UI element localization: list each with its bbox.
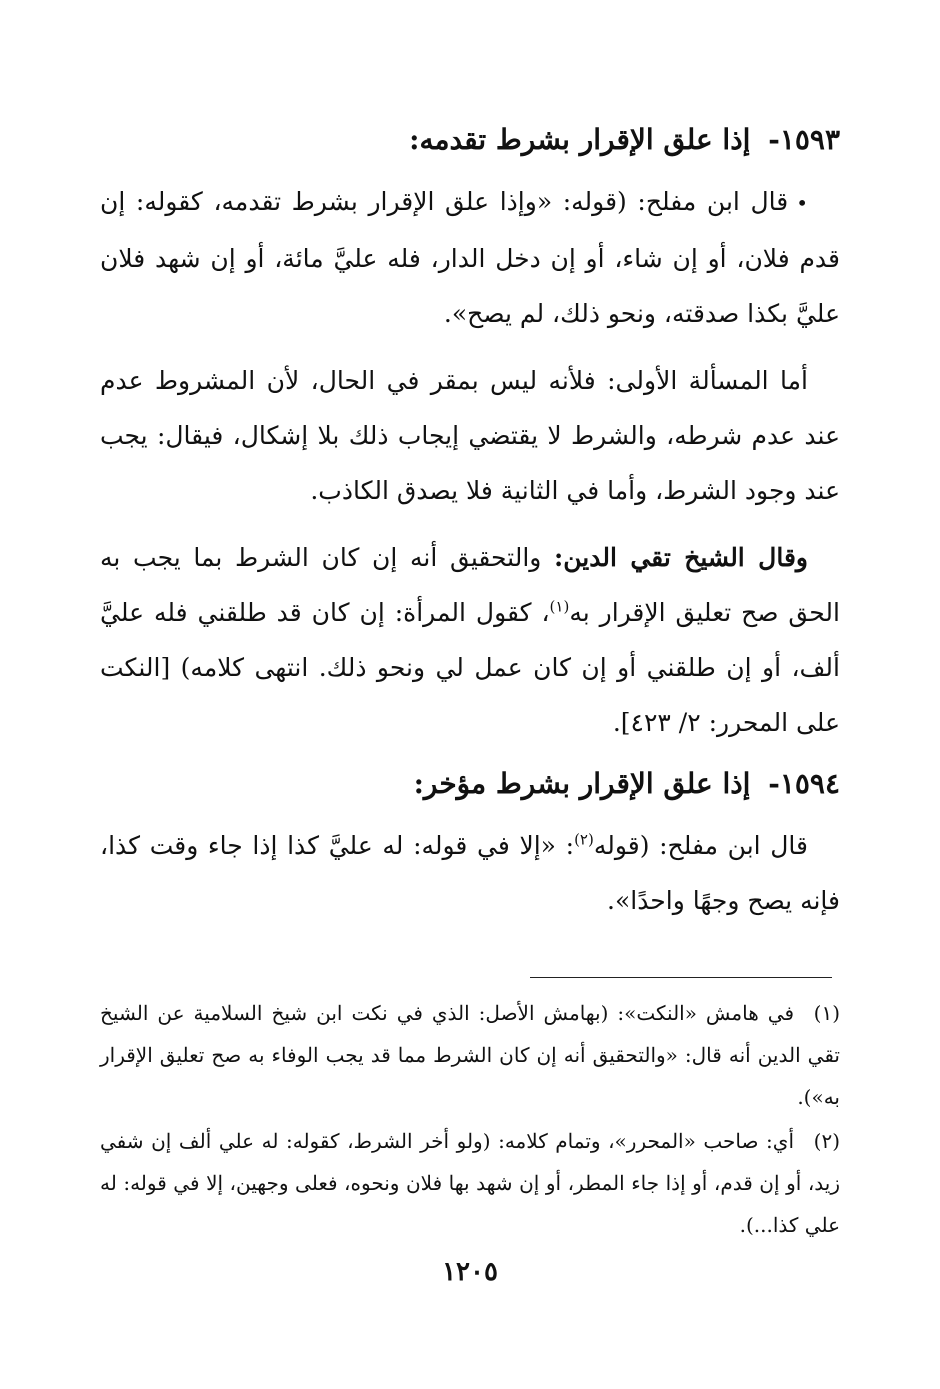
footnote-1	[100, 992, 840, 1118]
page-number: ١٢٠٥	[442, 1257, 498, 1287]
paragraph-taqi-al-din	[100, 530, 840, 750]
footnote-2	[100, 1120, 840, 1246]
section-title: إذا علق الإقرار بشرط تقدمه:	[409, 123, 751, 156]
paragraph-deferred-condition	[100, 818, 840, 928]
footnote-ref[interactable]: (٢)	[574, 830, 594, 849]
paragraph-text: قال ابن مفلح: (قوله	[593, 831, 808, 860]
footnote-ref[interactable]: (١)	[549, 597, 570, 616]
paragraph-text: قال ابن مفلح: (قوله: «وإذا علق الإقرار بشرط تقدمه، كقوله: إن قدم فلان، أو إن شاء، أو إن دخل الدار، فله عليَّ مائة، أو إن شهد فلان عليَّ بكذا صدقته، ونحو ذلك، لم يصح».	[100, 187, 840, 328]
footnote-marker: (٢)	[813, 1129, 840, 1153]
section-number: ١٥٩٣-	[768, 123, 840, 156]
section-heading-1594	[100, 762, 840, 806]
paragraph-text: : «إلا في قوله: له عليَّ كذا إذا جاء وقت كذا، فإنه يصح وجهًا واحدًا».	[100, 831, 840, 915]
paragraph-first-issue	[100, 353, 840, 518]
paragraph-lead: وقال الشيخ تقي الدين:	[554, 543, 808, 572]
paragraph-text: أما المسألة الأولى: فلأنه ليس بمقر في الحال، لأن المشروط عدم عند عدم شرطه، والشرط لا يقتضي إيجاب ذلك بلا إشكال، فيقال: يجب عند وجود الشرط، وأما في الثانية فلا يصدق الكاذب.	[100, 366, 840, 505]
footnote-text: أي: صاحب «المحرر»، وتمام كلامه: (ولو أخر الشرط، كقوله: له علي ألف إن شفي زيد، أو إن قدم، أو إذا جاء المطر، أو إن شهد بها فلان ونحوه، فعلى وجهين، إلا في قوله: له علي كذا...).	[100, 1129, 840, 1237]
footnotes	[100, 992, 840, 1248]
footnote-marker: (١)	[813, 1001, 840, 1025]
footnote-text: في هامش «النكت»: (بهامش الأصل: الذي في نكت ابن شيخ السلامية عن الشيخ تقي الدين أنه قال: «والتحقيق أنه إن كان الشرط مما قد يجب الوفاء به صح تعليق الإقرار به»).	[100, 1001, 840, 1109]
bullet-icon: •	[796, 191, 808, 215]
footnote-divider	[530, 977, 832, 978]
paragraph-text: ، كقول المرأة: إن كان قد طلقني فله عليَّ ألف، أو إن طلقني أو إن كان عمل لي ونحو ذلك. انتهى كلامه) [النكت على المحرر: ٢/ ٤٢٣].	[100, 598, 840, 737]
paragraph-ibn-muflih-quote	[100, 174, 840, 341]
section-number: ١٥٩٤-	[768, 767, 840, 800]
section-heading-1593	[100, 118, 840, 162]
paragraph-text: والتحقيق أنه إن كان الشرط بما يجب به الحق صح تعليق الإقرار به	[100, 543, 840, 627]
section-title: إذا علق الإقرار بشرط مؤخر:	[413, 767, 751, 800]
